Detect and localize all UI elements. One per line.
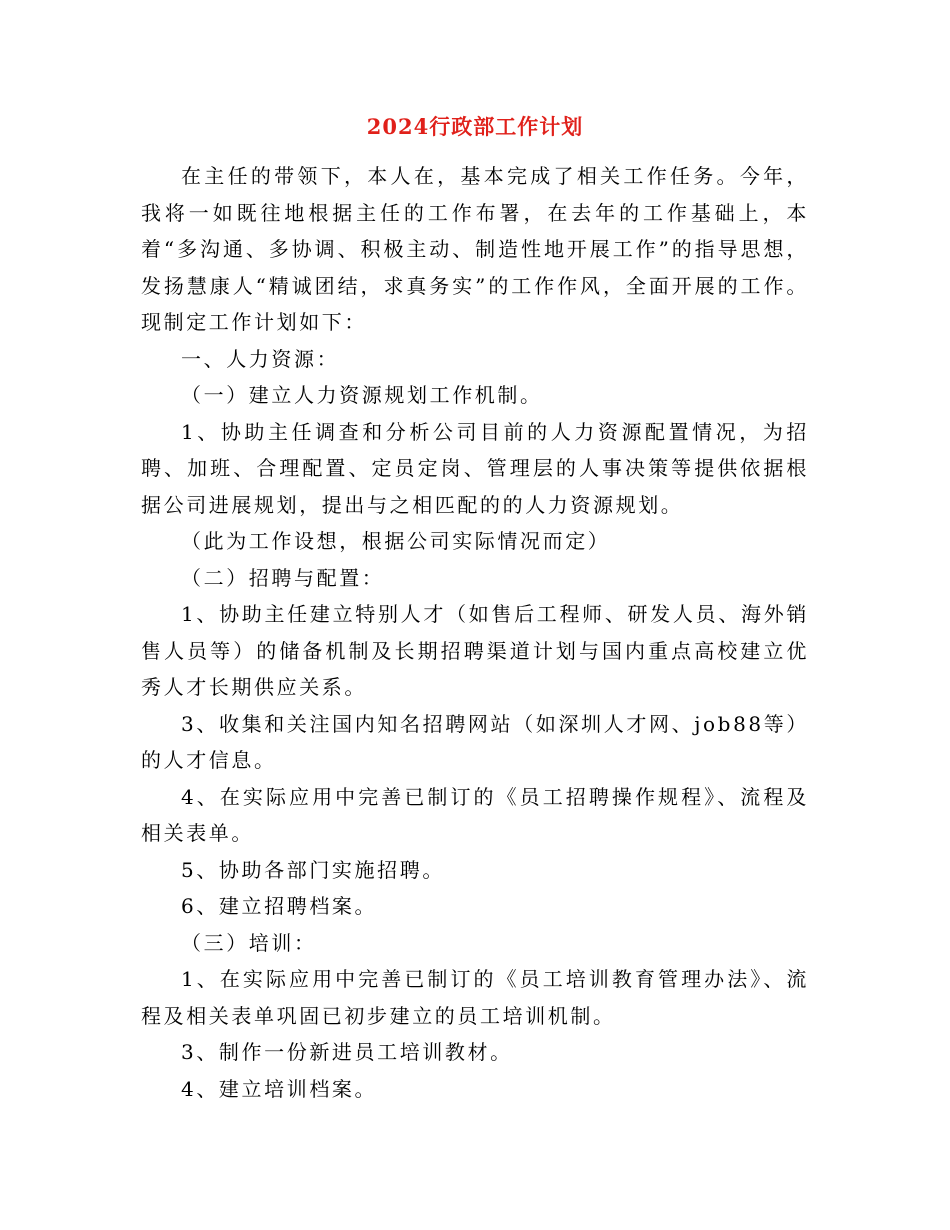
list-item: 5、协助各部门实施招聘。 — [181, 857, 445, 882]
list-item: 3、制作一份新进员工培训教材。 — [181, 1040, 513, 1064]
list-item: 4、在实际应用中完善已制订的《员工招聘操作规程》、流程及相关表单。 — [141, 784, 809, 845]
document-body — [141, 158, 809, 1107]
list-item: 6、建立招聘档案。 — [181, 894, 378, 918]
list-item: 1、协助主任调查和分析公司目前的人力资源配置情况，为招聘、加班、合理配置、定员定岗、管理层的人事决策等提供依据根据公司进展规划，提出与之相匹配的的人力资源规划。 — [141, 419, 809, 517]
document-title: 2024行政部工作计划 — [366, 114, 584, 139]
subsection-heading-planning: （一）建立人力资源规划工作机制。 — [181, 383, 543, 407]
intro-paragraph: 在主任的带领下，本人在，基本完成了相关工作任务。今年，我将一如既往地根据主任的工作布署，在去年的工作基础上，本着“多沟通、多协调、积极主动、制造性地开展工作”的指导思想，发扬慧康人“精诚团结，求真务实”的工作作风，全面开展的工作。现制定工作计划如下： — [141, 164, 809, 334]
list-item: 4、建立培训档案。 — [181, 1076, 378, 1101]
subsection-heading-training: （三）培训： — [181, 930, 317, 955]
list-item: 3、收集和关注国内知名招聘网站（如深圳人才网、job88等）的人才信息。 — [141, 711, 809, 772]
list-item: 1、在实际应用中完善已制订的《员工培训教育管理办法》、流程及相关表单巩固已初步建立的员工培训机制。 — [141, 967, 809, 1028]
list-item: 1、协助主任建立特别人才（如售后工程师、研发人员、海外销售人员等）的储备机制及长期招聘渠道计划与国内重点高校建立优秀人才长期供应关系。 — [141, 602, 809, 699]
note-paragraph: （此为工作设想，根据公司实际情况而定） — [181, 529, 611, 553]
section-heading-hr: 一、人力资源： — [181, 346, 340, 371]
subsection-heading-recruitment: （二）招聘与配置： — [181, 565, 385, 590]
